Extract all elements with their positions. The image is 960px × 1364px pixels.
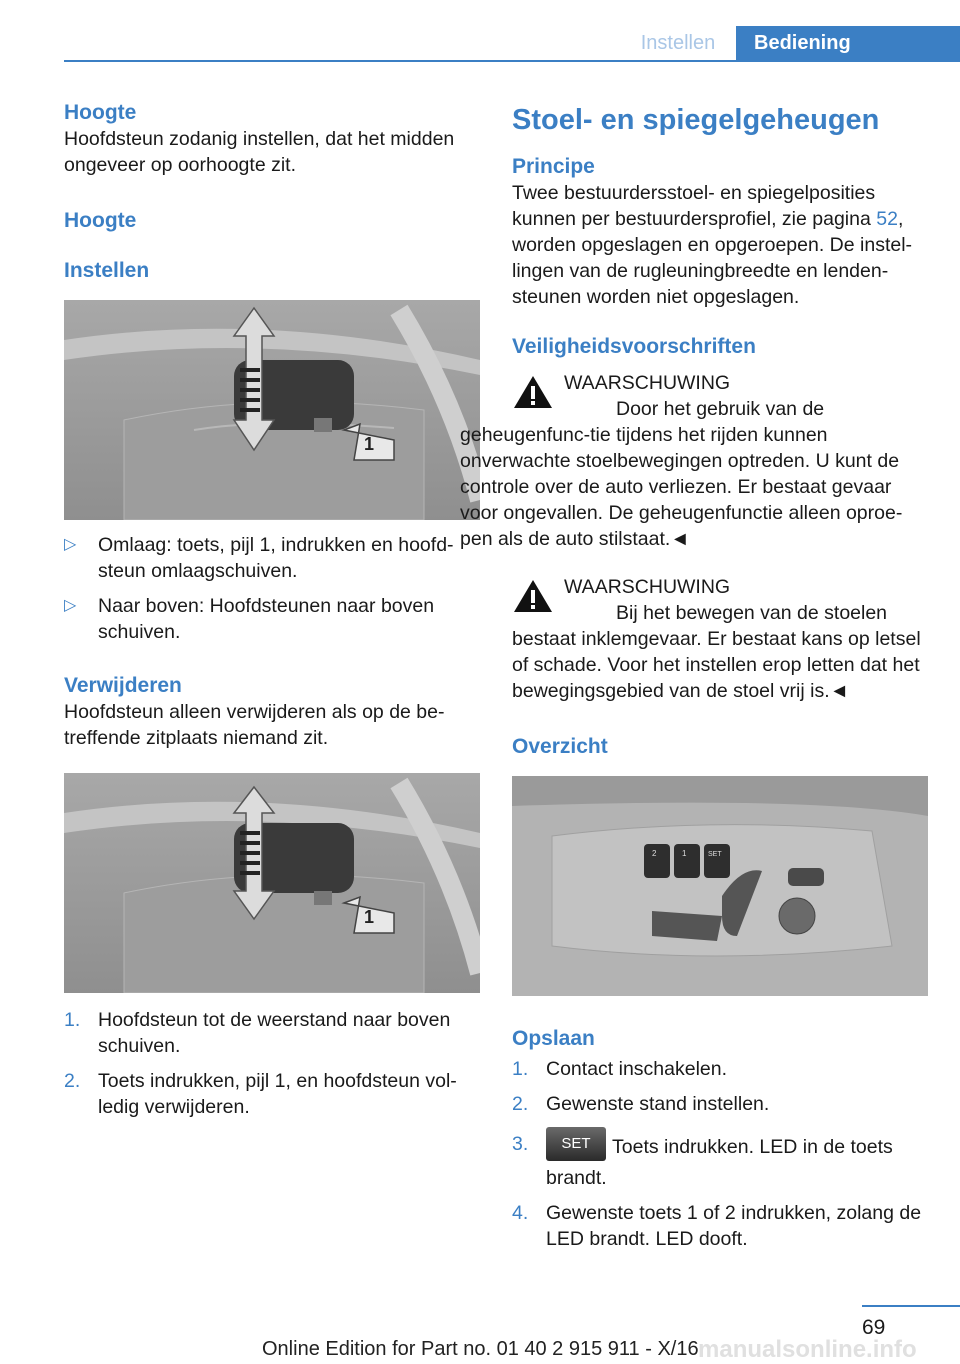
numbered-list [64, 1007, 480, 1120]
warning-text: Bij het bewegen van de stoelen bestaat inklemgevaar. Er bestaat kans op letsel of schade. Voor het instellen erop letten dat het bewegingsgebied van de stoel vrij is.◄ [512, 602, 921, 702]
right-column [460, 100, 928, 1261]
header-rule [64, 60, 960, 62]
warning-text: Door het gebruik van de geheugenfunc-tie tijdens het rijden kunnen onverwachte stoelbewegingen optreden. U kunt de controle over de auto verliezen. Er bestaat gevaar voor ongevallen. De geheugenfunctie alleen oproe-pen als de auto stilstaat.◄ [460, 398, 903, 550]
seat-controls-photo [512, 776, 928, 996]
warning-label: WAARSCHUWING [564, 372, 731, 394]
page-number: 69 [862, 1316, 886, 1339]
heading-principe: Principe [512, 155, 595, 178]
warning-triangle-icon [512, 578, 554, 614]
warning-label: WAARSCHUWING [564, 576, 731, 598]
arrow-number: 1 [364, 907, 375, 927]
heading-overzicht: Overzicht [512, 735, 608, 758]
page-link[interactable]: 52 [876, 208, 898, 230]
list-item: 3. SET Toets indrukken. LED in de toets brandt. [512, 1131, 928, 1191]
edition-text: Online Edition for Part no. 01 40 2 915 911 - X/16 [262, 1338, 699, 1360]
list-item: ▷ Omlaag: toets, pijl 1, indrukken en hoofd-steun omlaagschuiven. [64, 534, 454, 582]
heading-veiligheid: Veiligheidsvoorschriften [512, 335, 756, 358]
memory-button-2-label: 2 [652, 849, 657, 858]
bullet-list [64, 532, 480, 645]
tab-instellen[interactable]: Instellen [640, 32, 716, 54]
warning-block-2 [512, 574, 928, 704]
warning-triangle-icon [512, 374, 554, 410]
paragraph-principe: Twee bestuurdersstoel- en spiegelposities kunnen per bestuurdersprofiel, zie pagina 52, worden opgeslagen en opgeroepen. De instel-lingen van de rugleuningbreedte en lenden-steunen worden niet opgeslagen. [512, 182, 913, 308]
heading-verwijderen: Verwijderen [64, 674, 182, 697]
heading-hoogte-2: Hoogte [64, 209, 137, 232]
list-item: 1. Contact inschakelen. [512, 1058, 728, 1080]
paragraph-verwijderen: Hoofdsteun alleen verwijderen als op de be-treffende zitplaats niemand zit. [64, 701, 445, 749]
headrest-photo-1 [64, 300, 480, 520]
heading-opslaan: Opslaan [512, 1027, 595, 1050]
heading-hoogte: Hoogte [64, 101, 137, 124]
triangle-bullet-icon: ▷ [64, 536, 77, 553]
left-column [64, 100, 480, 1129]
list-item: 2. Toets indrukken, pijl 1, en hoofdsteun vol-ledig verwijderen. [64, 1070, 457, 1118]
arrow-number: 1 [364, 434, 375, 454]
list-item: ▷ Naar boven: Hoofdsteunen naar boven schuiven. [64, 595, 435, 643]
warning-block-1 [460, 370, 928, 552]
numbered-list-opslaan [512, 1056, 928, 1252]
list-item: 4. Gewenste toets 1 of 2 indrukken, zolang de LED brandt. LED dooft. [512, 1202, 922, 1250]
list-item: 2. Gewenste stand instellen. [512, 1093, 770, 1115]
list-item: 1. Hoofdsteun tot de weerstand naar boven schuiven. [64, 1009, 451, 1057]
tab-bediening[interactable]: Bediening [736, 26, 960, 60]
set-button-icon: SET [546, 1127, 606, 1161]
section-title: Stoel- en spiegelgeheugen [512, 104, 880, 136]
set-button-label: SET [708, 851, 722, 858]
triangle-bullet-icon: ▷ [64, 597, 77, 614]
footer-rule [862, 1305, 960, 1307]
watermark: manualsonline.info [698, 1336, 917, 1363]
memory-button-1-label: 1 [682, 849, 687, 858]
headrest-photo-2 [64, 773, 480, 993]
heading-instellen: Instellen [64, 259, 150, 282]
paragraph-hoogte: Hoofdsteun zodanig instellen, dat het midden ongeveer op oorhoogte zit. [64, 128, 455, 176]
